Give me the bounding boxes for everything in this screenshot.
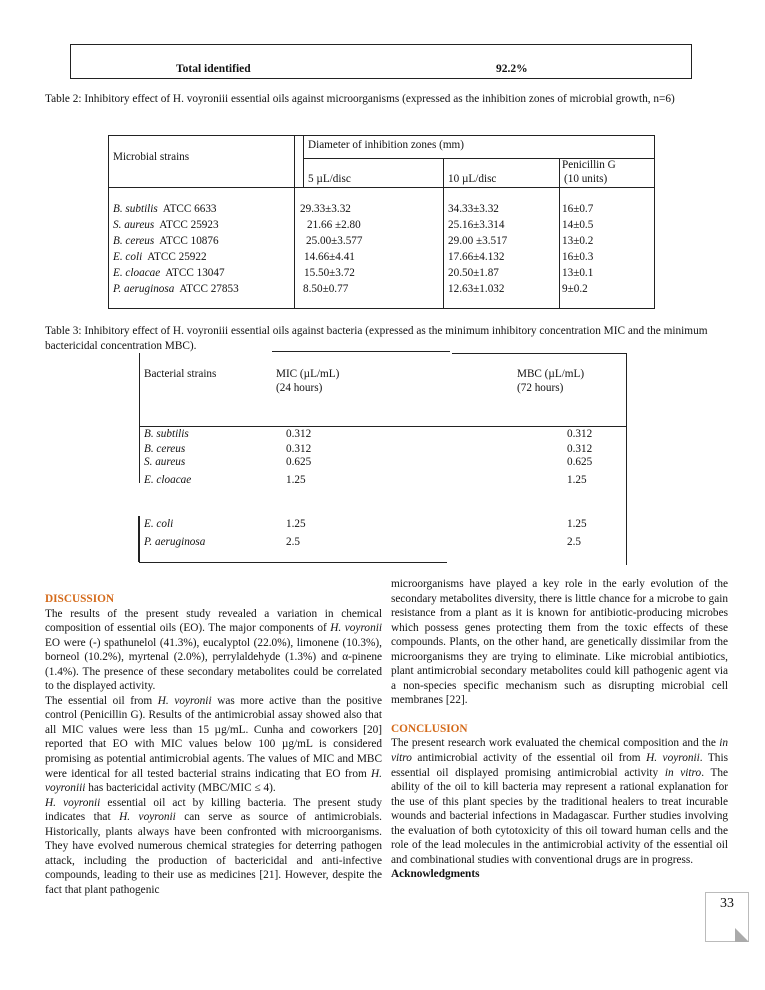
cell-value: 15.50±3.72 [304, 266, 355, 279]
text: was more active than the positive control (Penicillin G). Results of the antimicrobial assay showed also that all MIC values were less than 15 µg/mL. Cunha and coworkers [20] reported that EO with MIC values below 100 µg/mL is considered promising as potential antimicrobial agents. The values of MIC and MBC were identical for all tested bacterial strains indicating that EO from [45, 694, 382, 780]
table3-header-mbc-sub: (72 hours) [517, 382, 564, 394]
table2-header-5ul: 5 µL/disc [308, 173, 351, 185]
species-name: B. cereus [113, 234, 155, 247]
strain-id: ATCC 27853 [179, 282, 239, 295]
mic-value: 1.25 [286, 518, 306, 530]
cell-value: 12.63±1.032 [448, 282, 505, 295]
strain-id: ATCC 25923 [159, 218, 219, 231]
species-name: B. cereus [144, 443, 186, 455]
total-identified-value: 92.2% [496, 63, 528, 75]
text: antimicrobial activity of the essential oil from [411, 752, 647, 765]
mbc-value: 0.312 [567, 443, 593, 455]
table3-border [138, 516, 140, 562]
table2-5ul-column [300, 202, 362, 297]
table2-10ul-column [448, 202, 507, 297]
species-name: H. voyronii [157, 694, 212, 707]
table-row [144, 455, 185, 470]
table3-header-mbc: MBC (µL/mL) [517, 368, 585, 380]
text: . The ability of the oil to kill bacteria may represent a rational explanation for the use of this plant species by the traditional healers to treat incurable wounds and bacterial infections in Madagascar. Further studies involving the evaluation of both cytotoxicity of this oil toward human cells and the role of the lead molecules in the antimicrobial activity of the essential oil and combinational studies with conventional drugs are in progress. [391, 766, 729, 866]
right-column [391, 577, 728, 882]
text: essential oil act by killing bacteria. The present study indicates that [45, 796, 382, 824]
species-name: E. coli [113, 250, 143, 263]
table3-border [139, 562, 447, 563]
table2-header-group: Diameter of inhibition zones (mm) [308, 139, 464, 151]
table2-header-10ul: 10 µL/disc [448, 173, 497, 185]
conclusion-heading: CONCLUSION [391, 722, 468, 735]
table2-strain-column [113, 202, 239, 297]
cell-value: 16±0.3 [562, 250, 594, 263]
cell-value: 14±0.5 [562, 218, 594, 231]
text-italic: in vitro [391, 737, 728, 765]
species-name: H. voyronii [119, 811, 176, 824]
species-name: E. cloacae [144, 474, 192, 486]
cell-value: 13±0.1 [562, 266, 594, 279]
table3 [139, 353, 627, 565]
table-row [144, 473, 191, 488]
species-name: P. aeruginosa [113, 282, 175, 295]
discussion-section [45, 592, 382, 897]
table2-header-penicillin: Penicillin G [562, 159, 616, 171]
text: The essential oil from [45, 694, 158, 707]
mbc-value: 1.25 [567, 474, 587, 486]
mbc-value: 2.5 [567, 536, 581, 548]
table1-total-row [70, 44, 692, 79]
table-row [113, 234, 239, 250]
table-row [113, 282, 239, 298]
cell-value: 25.00±3.577 [306, 234, 363, 247]
table3-header-mic: MIC (µL/mL) [276, 368, 340, 380]
cell-value: 9±0.2 [562, 282, 588, 295]
mic-value: 0.625 [286, 456, 312, 468]
text: . This essential oil displayed promising antimicrobial activity [391, 752, 728, 779]
table2-header-strain: Microbial strains [113, 151, 190, 163]
paragraph: microorganisms have played a key role in the early evolution of the secondary metabolites diversity, there is little chance for a microbe to gain resistance from a plant as it is known for antibiotic-producing microbes which possess genes protecting them from the toxic effects of these compounds. Plants, on the other hand, are genetically dissimilar from the microorganisms they are trying to eliminate. Like microbial antibiotics, plant antimicrobial secondary metabolites could kill pathogenic agent via a non-species specific mechanism such as disrupting microbial cell membranes [22]. [391, 578, 728, 707]
strain-id: ATCC 25922 [147, 250, 207, 263]
total-identified-label: Total identified [176, 63, 251, 75]
table-row [113, 218, 239, 234]
species-name: H. voyronii [330, 622, 382, 635]
table3-border [139, 353, 140, 483]
cell-value: 21.66 ±2.80 [307, 218, 361, 231]
page-curl-icon [735, 928, 749, 942]
table3-header-strain: Bacterial strains [144, 368, 217, 380]
table-row [113, 202, 239, 218]
text-italic: in vitro [664, 766, 702, 779]
table-row [113, 266, 239, 282]
mbc-value: 0.312 [567, 428, 593, 440]
table2-divider [559, 158, 560, 308]
table3-caption: Table 3: Inhibitory effect of H. voyroniii essential oils against bacteria (expressed as the minimum inhibitory concentration MIC and the minimum bactericidal concentration MBC). [45, 325, 708, 352]
mic-value: 0.312 [286, 443, 312, 455]
text: The results of the present study revealed a variation in chemical composition of essential oils (EO). The major components of [45, 607, 382, 635]
mbc-value: 1.25 [567, 518, 587, 530]
table2-header-rule [109, 187, 654, 188]
cell-value: 29.00 ±3.517 [448, 234, 508, 247]
species-name: E. coli [144, 518, 174, 530]
strain-id: ATCC 6633 [162, 203, 217, 215]
cell-value: 17.66±4.132 [448, 250, 505, 263]
table3-border [452, 353, 627, 354]
strain-id: ATCC 13047 [165, 266, 225, 279]
mic-value: 0.312 [286, 428, 312, 440]
table3-border [272, 351, 450, 352]
table2 [108, 135, 655, 309]
cell-value: 29.33±3.32 [300, 203, 351, 215]
species-name: S. aureus [144, 456, 186, 468]
species-name: H. voyronii [45, 796, 101, 809]
page-number-text: 33 [720, 896, 734, 911]
cell-value: 25.16±3.314 [448, 218, 505, 231]
table-row [144, 535, 205, 550]
table3-header-rule [139, 426, 627, 427]
mbc-value: 0.625 [567, 456, 593, 468]
page-number [705, 892, 749, 942]
species-name: P. aeruginosa [144, 536, 206, 548]
species-name: B. subtilis [113, 203, 158, 215]
strain-id: ATCC 10876 [159, 234, 219, 247]
paragraph [391, 736, 728, 867]
mic-value: 2.5 [286, 536, 300, 548]
species-name: H. voyronii [646, 752, 700, 765]
species-name: B. subtilis [144, 428, 189, 440]
mic-value: 1.25 [286, 474, 306, 486]
discussion-heading: DISCUSSION [45, 593, 115, 605]
table2-divider [303, 136, 304, 188]
cell-value: 8.50±0.77 [303, 282, 349, 295]
table2-divider [294, 136, 295, 308]
cell-value: 13±0.2 [562, 234, 594, 247]
text: EO were (-) spathunelol (41.3%), eucalyptol (22.0%), limonene (10.3%), borneol (10.2%), myrtenal (2.0%), perrylaldehyde (1.3%) and α-pinene (1.4%). The presence of these secondary metabolites could be correlated to the displayed activity. [45, 636, 382, 693]
table3-border [626, 353, 627, 565]
table3-header-mic-sub: (24 hours) [276, 382, 323, 394]
paragraph [45, 607, 382, 694]
table-row [113, 250, 239, 266]
species-name: S. aureus [113, 218, 155, 231]
cell-value: 34.33±3.32 [448, 203, 499, 215]
table-row [144, 517, 173, 532]
species-name: H. voyroniii [45, 767, 382, 795]
cell-value: 14.66±4.41 [304, 250, 355, 263]
table2-divider [443, 158, 444, 308]
table-row [144, 427, 189, 442]
acknowledgments-heading: Acknowledgments [391, 868, 480, 881]
cell-value: 20.50±1.87 [448, 266, 499, 279]
table2-penicillin-column [562, 202, 593, 297]
text: The present research work evaluated the chemical composition and the [391, 737, 720, 750]
text: has bactericidal activity (MBC/MIC ≤ 4). [85, 782, 276, 795]
cell-value: 16±0.7 [562, 203, 594, 215]
paragraph [45, 694, 382, 796]
table2-header-units: (10 units) [564, 173, 608, 185]
paragraph [45, 796, 382, 898]
table2-caption: Table 2: Inhibitory effect of H. voyroniii essential oils against microorganisms (expressed as the inhibition zones of microbial growth, n=6) [45, 93, 675, 105]
species-name: E. cloacae [113, 266, 161, 279]
text: can serve as source of antimicrobials. Historically, plants always have been confronted with microorganisms. They have evolved numerous chemical strategies for deterring pathogen attack, including the production of bactericidal and anti-infective compounds, leading to their use as medicines [21]. However, despite the fact that plant pathogenic [45, 811, 382, 896]
